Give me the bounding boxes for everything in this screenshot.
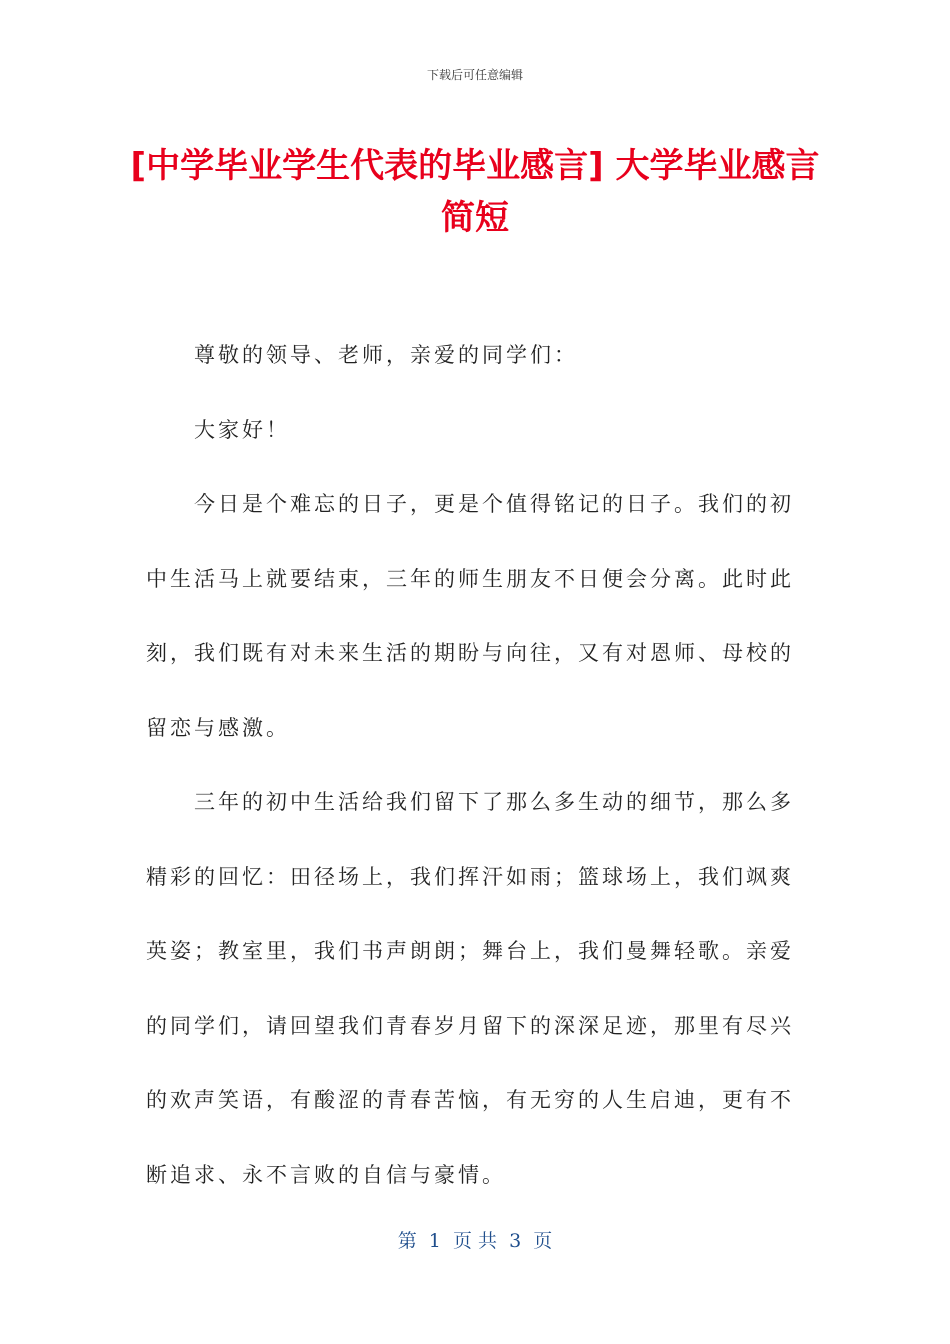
document-body	[146, 318, 794, 1212]
document-title: [中学毕业学生代表的毕业感言] 大学毕业感言简短	[130, 146, 820, 238]
salutation-paragraph: 尊敬的领导、老师，亲爱的同学们：	[194, 343, 578, 367]
body-paragraph: 今日是个难忘的日子，更是个值得铭记的日子。我们的初中生活马上就要结束，三年的师生朋友不日便会分离。此时此刻，我们既有对未来生活的期盼与向往，又有对恩师、母校的留恋与感激。	[146, 492, 794, 740]
body-paragraph: 三年的初中生活给我们留下了那么多生动的细节，那么多精彩的回忆：田径场上，我们挥汗如雨；篮球场上，我们飒爽英姿；教室里，我们书声朗朗；舞台上，我们曼舞轻歌。亲爱的同学们，请回望我们青春岁月留下的深深足迹，那里有尽兴的欢声笑语，有酸涩的青春苦恼，有无穷的人生启迪，更有不断追求、永不言败的自信与豪情。	[146, 790, 794, 1187]
header-note: 下载后可任意编辑	[426, 68, 523, 82]
page-number-footer: 第 1 页 共 3 页	[397, 1230, 553, 1252]
greeting-paragraph: 大家好！	[194, 417, 290, 442]
